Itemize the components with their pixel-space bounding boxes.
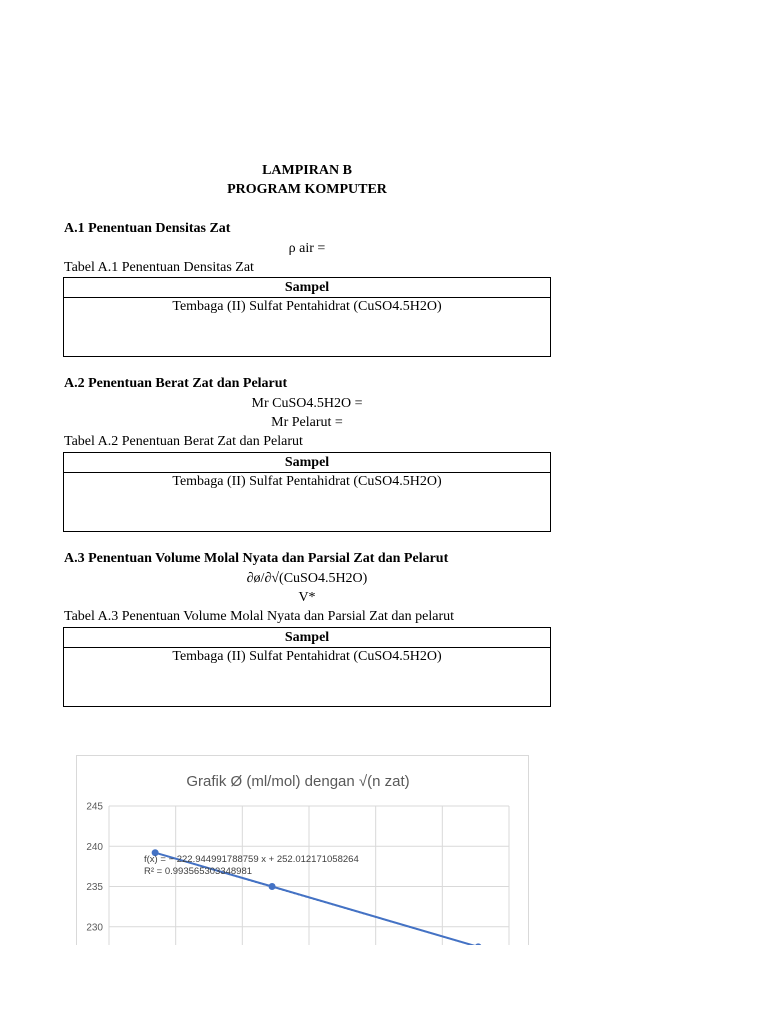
table-a2	[63, 452, 551, 532]
chart-svg	[77, 756, 528, 945]
table-a1-header: Sampel	[64, 278, 551, 298]
y-tick-label: 240	[86, 841, 103, 853]
table-a3	[63, 627, 551, 707]
appendix-title: LAMPIRAN B	[262, 163, 352, 178]
table-a2-caption: Tabel A.2 Penentuan Berat Zat dan Pelarut	[64, 434, 303, 449]
trendline-r-squared: R² = 0.993565303348981	[144, 866, 253, 877]
table-a1	[63, 277, 551, 357]
y-tick-label: 235	[86, 882, 103, 893]
data-point	[475, 943, 482, 945]
chart-container	[76, 755, 529, 945]
section-a1-formula: ρ air =	[288, 241, 326, 256]
section-a2-formula-mr-zat: Mr CuSO4.5H2O =	[251, 396, 363, 411]
table-a3-cell: Tembaga (II) Sulfat Pentahidrat (CuSO4.5H2O)	[64, 648, 551, 707]
chart-y-axis	[86, 802, 103, 934]
table-a1-caption: Tabel A.1 Penentuan Densitas Zat	[64, 260, 254, 275]
y-tick-label: 230	[86, 922, 103, 934]
table-a3-header: Sampel	[64, 628, 551, 648]
section-a3-formula-derivative: ∂ø/∂√(CuSO4.5H2O)	[246, 571, 368, 586]
y-tick-label: 245	[86, 801, 103, 813]
table-a2-header: Sampel	[64, 453, 551, 473]
data-point	[269, 883, 276, 890]
table-a2-cell: Tembaga (II) Sulfat Pentahidrat (CuSO4.5H2O)	[64, 473, 551, 532]
appendix-subtitle: PROGRAM KOMPUTER	[227, 182, 387, 197]
chart-title: Grafik Ø (ml/mol) dengan √(n zat)	[186, 773, 410, 790]
section-a2-formula-mr-pelarut: Mr Pelarut =	[271, 415, 343, 430]
section-a1-heading: A.1 Penentuan Densitas Zat	[64, 221, 231, 236]
table-a3-caption: Tabel A.3 Penentuan Volume Molal Nyata dan Parsial Zat dan pelarut	[64, 609, 455, 624]
table-a1-cell: Tembaga (II) Sulfat Pentahidrat (CuSO4.5H2O)	[64, 298, 551, 357]
section-a2-heading: A.2 Penentuan Berat Zat dan Pelarut	[64, 376, 288, 391]
trendline-equation: f(x) = − 222.944991788759 x + 252.012171058264	[144, 854, 359, 865]
section-a3-formula-vstar: V*	[298, 590, 316, 605]
section-a3-heading: A.3 Penentuan Volume Molal Nyata dan Parsial Zat dan Pelarut	[64, 551, 449, 566]
